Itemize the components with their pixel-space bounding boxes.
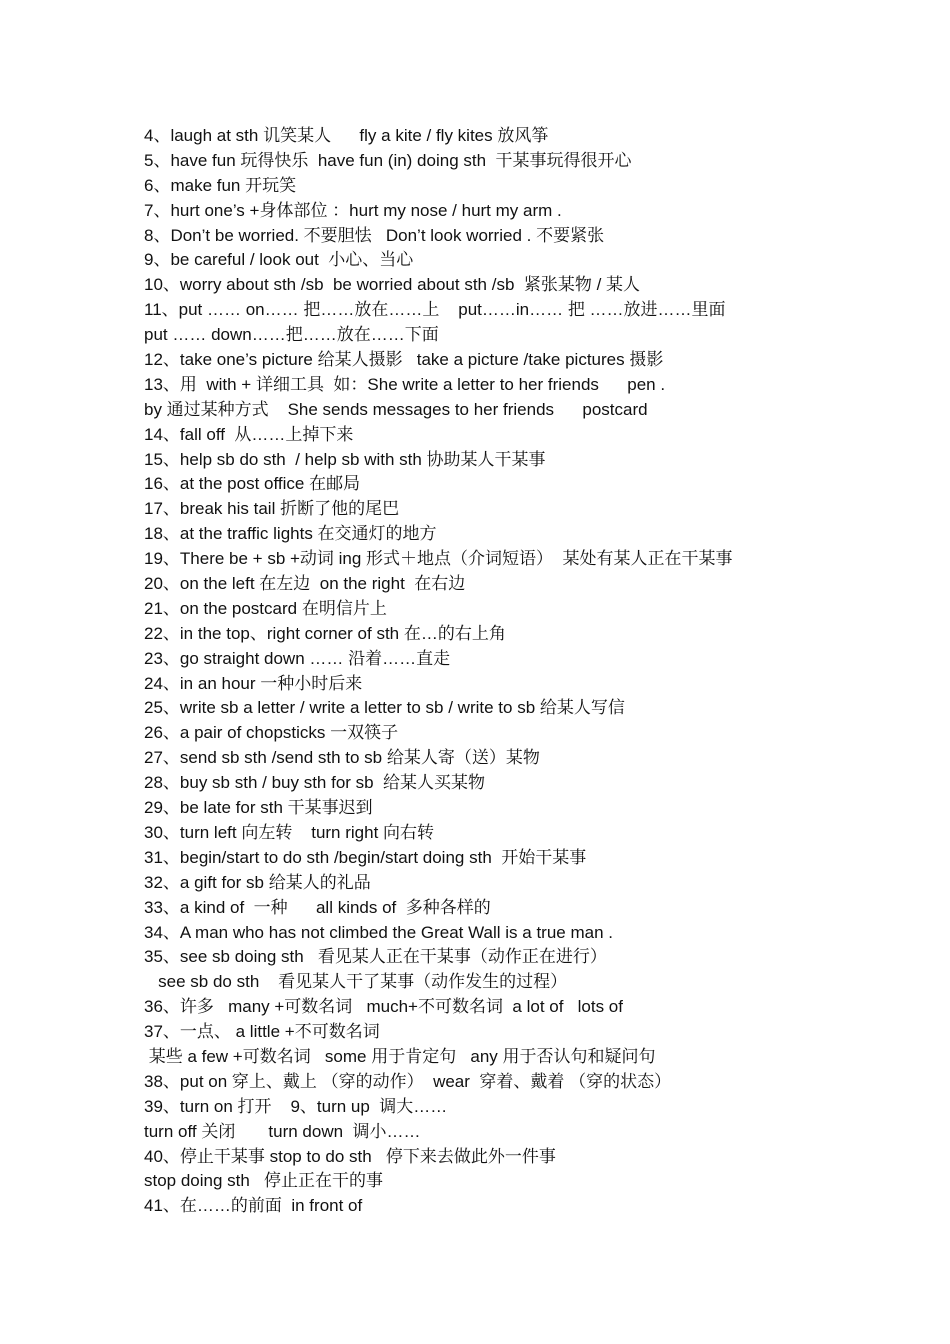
text-line: 40、停止干某事 stop to do sth 停下来去做此外一件事 — [144, 1146, 556, 1166]
text-line: 16、at the post office 在邮局 — [144, 474, 361, 494]
text-line: 30、turn left 向左转 turn right 向右转 — [144, 822, 435, 842]
text-line: 35、see sb doing sth 看见某人正在干某事（动作正在进行） — [144, 947, 607, 967]
text-body — [144, 124, 844, 1219]
text-line: 14、fall off 从……上掉下来 — [144, 424, 354, 444]
text-line: 7、hurt one’s +身体部位 ：hurt my nose / hurt my arm . — [144, 200, 562, 220]
text-line: 5、have fun 玩得快乐 have fun (in) doing sth 干某事玩得很开心 — [144, 150, 632, 170]
text-line: 6、make fun 开玩笑 — [144, 175, 297, 195]
text-line: 4、laugh at sth 讥笑某人 fly a kite / fly kites 放风筝 — [144, 126, 549, 145]
text-line: 某些 a few +可数名词 some 用于肯定句 any 用于否认句和疑问句 — [144, 1046, 656, 1066]
text-line: 27、send sb sth /send sth to sb 给某人寄（送）某物 — [144, 748, 540, 768]
text-line: 20、on the left 在左边 on the right 在右边 — [144, 574, 466, 594]
text-line: 21、on the postcard 在明信片上 — [144, 598, 387, 618]
text-line: 8、Don’t be worried. 不要胆怯 Don’t look worried . 不要紧张 — [144, 225, 605, 245]
text-line: 17、break his tail 折断了他的尾巴 — [144, 499, 400, 519]
text-line: 32、a gift for sb 给某人的礼品 — [144, 872, 371, 892]
text-line: 10、worry about sth /sb be worried about sth /sb 紧张某物 / 某人 — [144, 275, 641, 295]
text-line: 31、begin/start to do sth /begin/start doing sth 开始干某事 — [144, 847, 587, 867]
text-line: 38、put on 穿上、戴上 （穿的动作） wear 穿着、戴着 （穿的状态） — [144, 1071, 672, 1091]
text-line: 22、in the top、right corner of sth 在…的右上角 — [144, 623, 506, 643]
text-line: 12、take one’s picture 给某人摄影 take a picture /take pictures 摄影 — [144, 350, 664, 370]
text-line: 15、help sb do sth / help sb with sth 协助某人干某事 — [144, 449, 546, 469]
text-line: 26、a pair of chopsticks 一双筷子 — [144, 723, 399, 743]
text-line: 18、at the traffic lights 在交通灯的地方 — [144, 524, 437, 544]
text-line: 34、A man who has not climbed the Great Wall is a true man . — [144, 922, 613, 942]
text-line: 39、turn on 打开 9、turn up 调大…… — [144, 1096, 448, 1116]
text-line: by 通过某种方式 She sends messages to her friends postcard — [144, 399, 648, 419]
text-line: 25、write sb a letter / write a letter to sb / write to sb 给某人写信 — [144, 698, 625, 718]
text-line: turn off 关闭 turn down 调小…… — [144, 1121, 421, 1141]
text-line: stop doing sth 停止正在干的事 — [144, 1171, 384, 1191]
text-line: 23、go straight down …… 沿着……直走 — [144, 648, 451, 668]
text-line: 36、许多 many +可数名词 much+不可数名词 a lot of lots of — [144, 997, 623, 1017]
text-line: 41、在……的前面 in front of — [144, 1196, 363, 1216]
text-line: 24、in an hour 一种小时后来 — [144, 673, 363, 693]
text-line: 29、be late for sth 干某事迟到 — [144, 798, 373, 818]
text-line: 11、put …… on…… 把……放在……上 put……in…… 把 ……放进……里面 — [144, 300, 726, 320]
text-line: 37、一点、 a little +不可数名词 — [144, 1022, 380, 1042]
text-line: 19、There be + sb +动词 ing 形式＋地点（介词短语） 某处有某人正在干某事 — [144, 549, 733, 569]
text-line: 33、a kind of 一种 all kinds of 多种各样的 — [144, 897, 491, 917]
text-line: put …… down……把……放在……下面 — [144, 325, 439, 345]
text-line: 28、buy sb sth / buy sth for sb 给某人买某物 — [144, 773, 486, 793]
text-line: 13、用 with + 详细工具 如：She write a letter to her friends pen . — [144, 374, 666, 394]
text-line: see sb do sth 看见某人干了某事（动作发生的过程） — [144, 972, 568, 992]
text-line: 9、be careful / look out 小心、当心 — [144, 250, 414, 270]
